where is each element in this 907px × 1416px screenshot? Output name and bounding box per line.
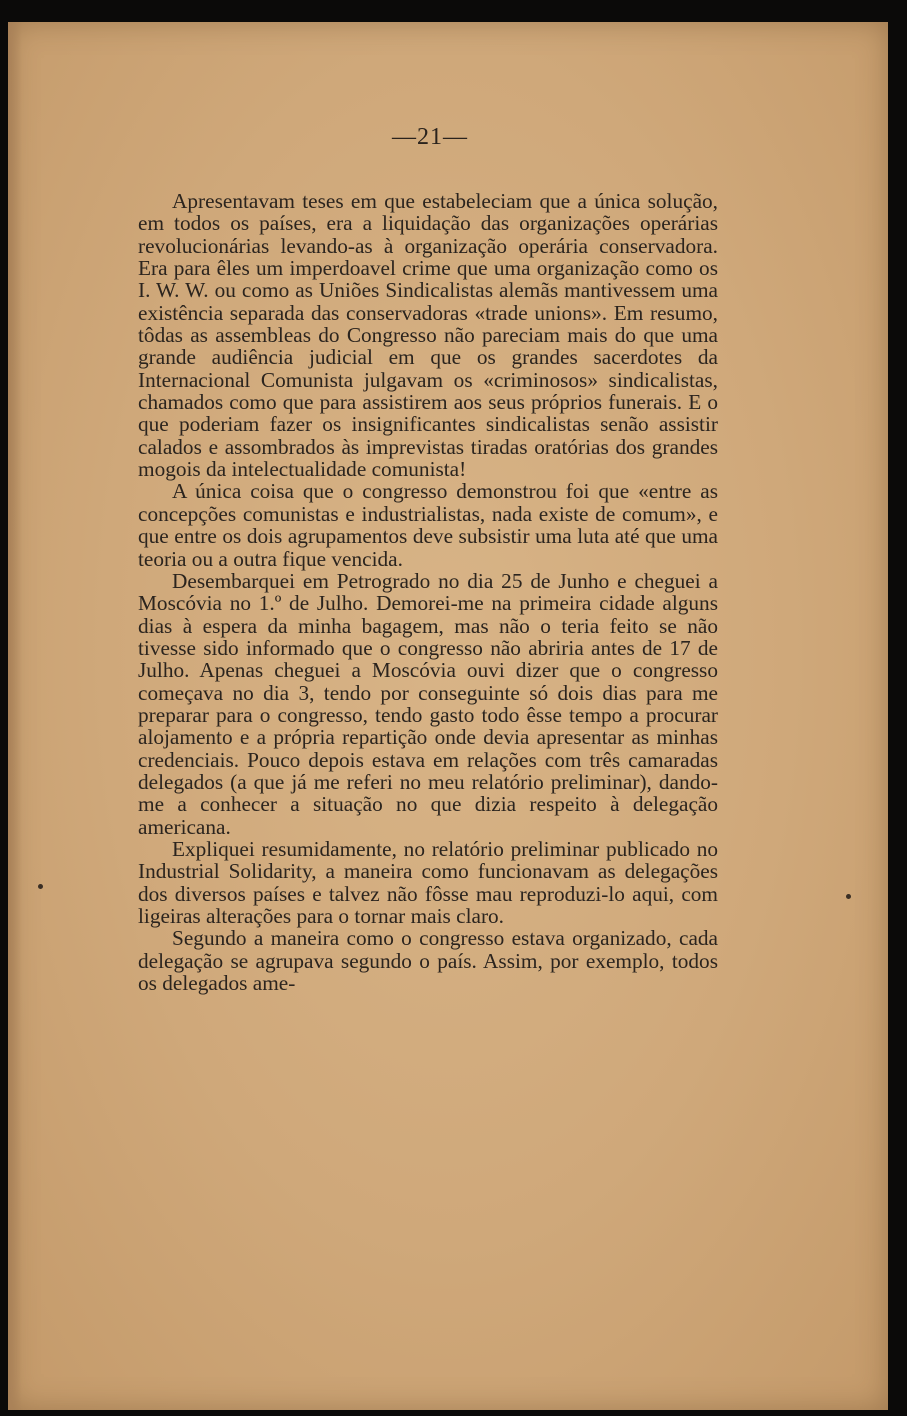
paragraph-5: Segundo a maneira como o congresso estava organizado, cada delegação se agrupava segundo o país. Assim, por exemplo, todos os delegados ame- [138,926,718,996]
paragraph-1: Apresentavam teses em que estabeleciam que a única solução, em todos os países, era a liquidação das organizações operárias revolucionárias levando-as à organização operária conservadora. Era para êles um imperdoavel crime que uma organização como os I. W. W. ou como as Uniões Sindicalistas alemãs mantivessem uma existência separada das conservadoras «trade unions». Em resumo, tôdas as assembleas do Congresso não pareciam mais do que uma grande audiência judicial em que os grandes sacerdotes da Internacional Comunista julgavam os «criminosos» sindicalistas, chamados como que para assistirem aos seus próprios funerais. E o que poderiam fazer os insignificantes sindicalistas senão assistir calados e assombrados às imprevistas tiradas oratórias dos grandes mogois da intelectualidade comunista! [138,189,718,482]
ink-speck [38,884,43,889]
paragraph-4: Expliquei resumidamente, no relatório preliminar publicado no Industrial Solidarity, a maneira como funcionavam as delegações dos diversos países e talvez não fôsse mau reproduzi-lo aqui, com ligeiras alterações para o tornar mais claro. [138,836,718,928]
paragraph-2: A única coisa que o congresso demonstrou foi que «entre as concepções comunistas e industrialistas, nada existe de comum», e que entre os dois agrupamentos deve subsistir uma luta até que uma teoria ou a outra fique vencida. [138,479,718,571]
body-text [138,190,718,994]
page-number: —21— [392,124,468,150]
ink-speck [846,894,851,899]
paragraph-3: Desembarquei em Petrogrado no dia 25 de Junho e cheguei a Moscóvia no 1.º de Julho. Demorei-me na primeira cidade alguns dias à espera da minha bagagem, mas não o teria feito se não tivesse sido informado que o congresso não abriria antes de 17 de Julho. Apenas cheguei a Moscóvia ouvi dizer que o congresso começava no dia 3, tendo por conseguinte só dois dias para me preparar para o congresso, tendo gasto todo êsse tempo a procurar alojamento e a própria repartição onde devia apresentar as minhas credenciais. Pouco depois estava em relações com três camaradas delegados (a que já me referi no meu relatório preliminar), dando-me a conhecer a situação no que dizia respeito à delegação americana. [138,568,718,839]
book-page [8,22,888,1410]
page-spine-shadow [8,22,22,1410]
